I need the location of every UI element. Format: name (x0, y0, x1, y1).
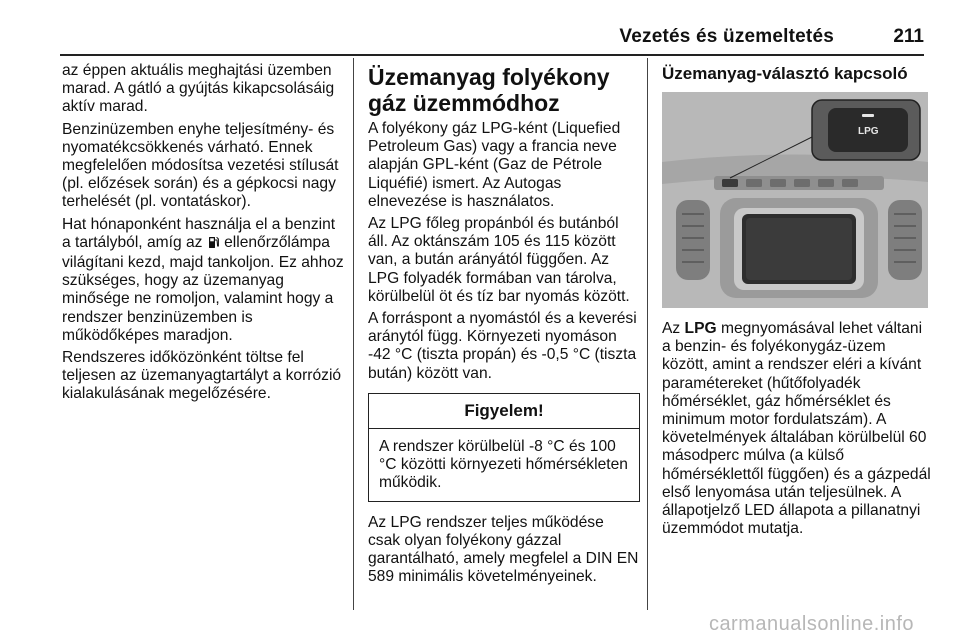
paragraph: A folyékony gáz LPG-ként (Liquefied Petroleum Gas) vagy a francia neve alapján GPL-ként (Gaz de Pétrole Liquéfié) ismert. Az Autogas elnevezése is használatos. (368, 120, 621, 210)
page-header (60, 26, 924, 56)
column-middle (368, 62, 640, 590)
notice-title: Figyelem! (369, 394, 639, 429)
paragraph: Rendszeres időközönként töltse fel teljesen az üzemanyagtartályt a korrózió kialakulásának megelőzésére. (62, 349, 342, 403)
paragraph: az éppen aktuális meghajtási üzemben marad. A gátló a gyújtás kikapcsolásáig aktív marad. (62, 62, 335, 116)
paragraph-text: Az (662, 320, 681, 337)
watermark: carmanualsonline.info (708, 613, 914, 635)
paragraph: Benzinüzemben enyhe teljesítmény- és nyomatékcsökkenés várható. Ennek megfelelően módosítsa vezetési stílusát (pl. előzések során) és a gépkocsi nagy terhelését (pl. vontatáskor). (62, 120, 339, 211)
notice-box (368, 393, 640, 502)
lpg-button-label: LPG (858, 126, 879, 137)
paragraph: Az LPG rendszer teljes működése csak olyan folyékony gázzal garantálható, amely megfelel a DIN EN 589 minimális követelményeinek. (368, 513, 639, 586)
dashboard-illustration (662, 92, 928, 308)
column-right (662, 62, 932, 542)
paragraph-text: ellenőrzőlámpa világítani kezd, majd tankoljon. Ez ahhoz szükséges, hogy az üzemanyag minősége ne romoljon, valamint hogy a rendszer benzinüzemben is működőképes maradjon. (62, 233, 344, 344)
column-divider-left (353, 58, 354, 610)
column-divider-right (647, 58, 648, 610)
fuel-pump-icon (208, 236, 219, 254)
section-title: Üzemanyag folyékony gáz üzemmódhoz (368, 64, 610, 116)
header-title: Vezetés és üzemeltetés (619, 26, 834, 47)
column-left (62, 62, 346, 408)
paragraph-with-icon (62, 216, 346, 345)
page-number: 211 (893, 26, 924, 47)
lpg-bold-label: LPG (684, 320, 717, 337)
paragraph: Az LPG főleg propánból és butánból áll. Az oktánszám 105 és 115 között van, a bután arányától függően. Az LPG folyadék formában van tárolva, körülbelül öt és tíz bar nyomás között. (368, 215, 630, 305)
paragraph: A forráspont a nyomástól és a keverési aránytól függ. Környezeti nyomáson -42 °C (tiszta propán) és -0,5 °C (tiszta bután) között van. (368, 310, 637, 382)
subsection-title: Üzemanyag-választó kapcsoló (662, 64, 908, 83)
notice-body: A rendszer körülbelül -8 °C és 100 °C közötti környezeti hőmérsékleten működik. (379, 438, 628, 492)
paragraph (662, 320, 932, 538)
paragraph-text: megnyomásával lehet váltani a benzin- és folyékonygáz-üzem között, amint a rendszer eléri a kívánt paramétereket (hűtőfolyadék hőmérséklet, gáz hőmérséklet és minimum motor fordulatszám). A követelmények általában körülbelül 60 másodperc múlva (a külső hőmérséklettől függően) és a gázpedál első lenyomása után teljesülnek. A állapotjelző LED állapota a pillanatnyi üzemmódot mutatja. (662, 320, 931, 538)
paragraph-text: Hat hónaponként használja el a benzint a tartályból, amíg az (62, 215, 336, 251)
header-rule (60, 54, 924, 56)
